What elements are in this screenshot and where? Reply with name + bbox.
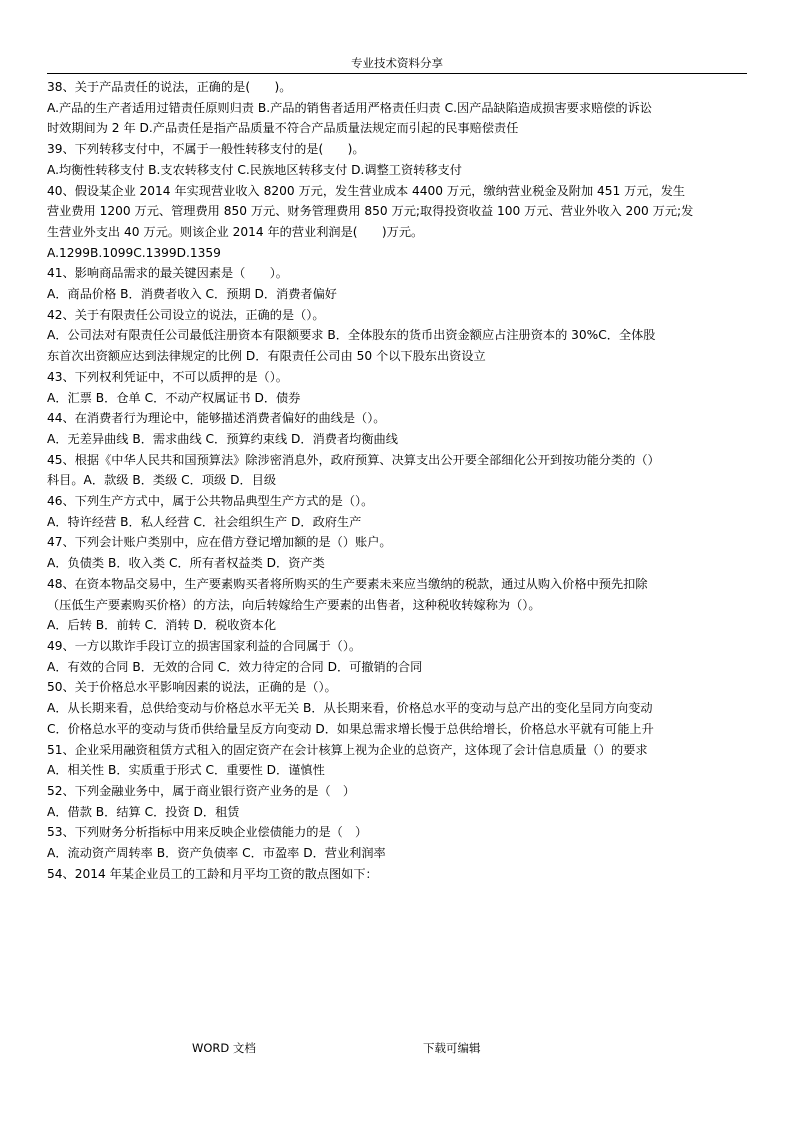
text-line: 东首次出资额应达到法律规定的比例 D．有限责任公司由 50 个以下股东出资设立 bbox=[47, 349, 486, 364]
text-line: 42、关于有限责任公司设立的说法，正确的是（）。 bbox=[47, 307, 325, 322]
text-line: 营业费用 1200 万元、管理费用 850 万元、财务管理费用 850 万元;取得投资收益 100 万元、营业外收入 200 万元;发 bbox=[47, 204, 694, 219]
text-line: 44、在消费者行为理论中，能够描述消费者偏好的曲线是（）。 bbox=[47, 411, 386, 426]
text-line: A．负债类 B．收入类 C．所有者权益类 D．资产类 bbox=[47, 556, 325, 571]
text-line: A．后转 B．前转 C．消转 D．税收资本化 bbox=[47, 618, 277, 633]
text-line: 54、2014 年某企业员工的工龄和月平均工资的散点图如下： bbox=[47, 866, 378, 881]
text-line: 科目。A．款级 B．类级 C．项级 D．目级 bbox=[47, 473, 277, 488]
text-line: C．价格总水平的变动与货币供给量呈反方向变动 D．如果总需求增长慢于总供给增长，价格总水平就有可能上升 bbox=[47, 721, 654, 736]
text-line: A．商品价格 B．消费者收入 C．预期 D．消费者偏好 bbox=[47, 287, 337, 302]
text-line: 47、下列会计账户类别中，应在借方登记增加额的是（）账户。 bbox=[47, 535, 392, 550]
footer-right: 下载可编辑 bbox=[423, 1041, 481, 1055]
text-line: 50、关于价格总水平影响因素的说法，正确的是（）。 bbox=[47, 680, 337, 695]
text-line: A．借款 B．结算 C．投资 D．租赁 bbox=[47, 804, 240, 819]
text-line: A．无差异曲线 B．需求曲线 C．预算约束线 D．消费者均衡曲线 bbox=[47, 431, 398, 446]
text-line: A．公司法对有限责任公司最低注册资本有限额要求 B．全体股东的货币出资金额应占注册资本的 30%C．全体股 bbox=[47, 328, 656, 343]
text-line: 38、关于产品责任的说法，正确的是( )。 bbox=[47, 80, 292, 94]
page-header: 专业技术资料分享 bbox=[351, 56, 443, 70]
text-line: A．相关性 B．实质重于形式 C．重要性 D．谨慎性 bbox=[47, 763, 325, 778]
text-line: A．从长期来看，总供给变动与价格总水平无关 B．从长期来看，价格总水平的变动与总产出的变化呈同方向变动 bbox=[47, 701, 653, 716]
footer-left: WORD 文档 bbox=[192, 1041, 256, 1055]
text-line: 49、一方以欺诈手段订立的损害国家利益的合同属于（）。 bbox=[47, 638, 362, 653]
text-line: A．汇票 B．仓单 C．不动产权属证书 D．债券 bbox=[47, 390, 301, 405]
text-line: 43、下列权利凭证中，不可以质押的是（）。 bbox=[47, 369, 288, 384]
text-line: 45、根据《中华人民共和国预算法》除涉密消息外，政府预算、决算支出公开要全部细化公开到按功能分类的（） bbox=[47, 452, 660, 467]
text-line: A．特许经营 B．私人经营 C．社会组织生产 D．政府生产 bbox=[47, 514, 362, 529]
text-line: 52、下列金融业务中，属于商业银行资产业务的是（ ） bbox=[47, 783, 356, 798]
text-line: A.产品的生产者适用过错责任原则归责 B.产品的销售者适用严格责任归责 C.因产品缺陷造成损害要求赔偿的诉讼 bbox=[47, 100, 652, 115]
text-line: 41、影响商品需求的最关键因素是（ ）。 bbox=[47, 266, 288, 281]
question-body bbox=[47, 77, 747, 884]
text-line: 53、下列财务分析指标中用来反映企业偿债能力的是（ ） bbox=[47, 825, 368, 840]
text-line: 46、下列生产方式中，属于公共物品典型生产方式的是（）。 bbox=[47, 494, 374, 509]
text-line: A．流动资产周转率 B．资产负债率 C．市盈率 D．营业利润率 bbox=[47, 846, 386, 861]
text-line: 48、在资本物品交易中，生产要素购买者将所购买的生产要素未来应当缴纳的税款，通过从购入价格中预先扣除 bbox=[47, 576, 648, 591]
text-line: A.均衡性转移支付 B.支农转移支付 C.民族地区转移支付 D.调整工资转移支付 bbox=[47, 162, 462, 177]
text-line: （压低生产要素购买价格）的方法，向后转嫁给生产要素的出售者，这种税收转嫁称为（）。 bbox=[47, 597, 541, 612]
text-line: 39、下列转移支付中，不属于一般性转移支付的是( )。 bbox=[47, 142, 365, 157]
text-line: A.1299B.1099C.1399D.1359 bbox=[47, 245, 221, 260]
text-line: A．有效的合同 B．无效的合同 C．效力待定的合同 D．可撤销的合同 bbox=[47, 659, 423, 674]
text-line: 40、假设某企业 2014 年实现营业收入 8200 万元，发生营业成本 4400 万元，缴纳营业税金及附加 451 万元，发生 bbox=[47, 183, 686, 198]
text-line: 生营业外支出 40 万元。则该企业 2014 年的营业利润是( )万元。 bbox=[47, 224, 424, 239]
text-line: 时效期间为 2 年 D.产品责任是指产品质量不符合产品质量法规定而引起的民事赔偿责任 bbox=[47, 121, 519, 136]
text-line: 51、企业采用融资租赁方式租入的固定资产在会计核算上视为企业的总资产，这体现了会计信息质量（）的要求 bbox=[47, 742, 648, 757]
header-divider bbox=[47, 73, 747, 74]
